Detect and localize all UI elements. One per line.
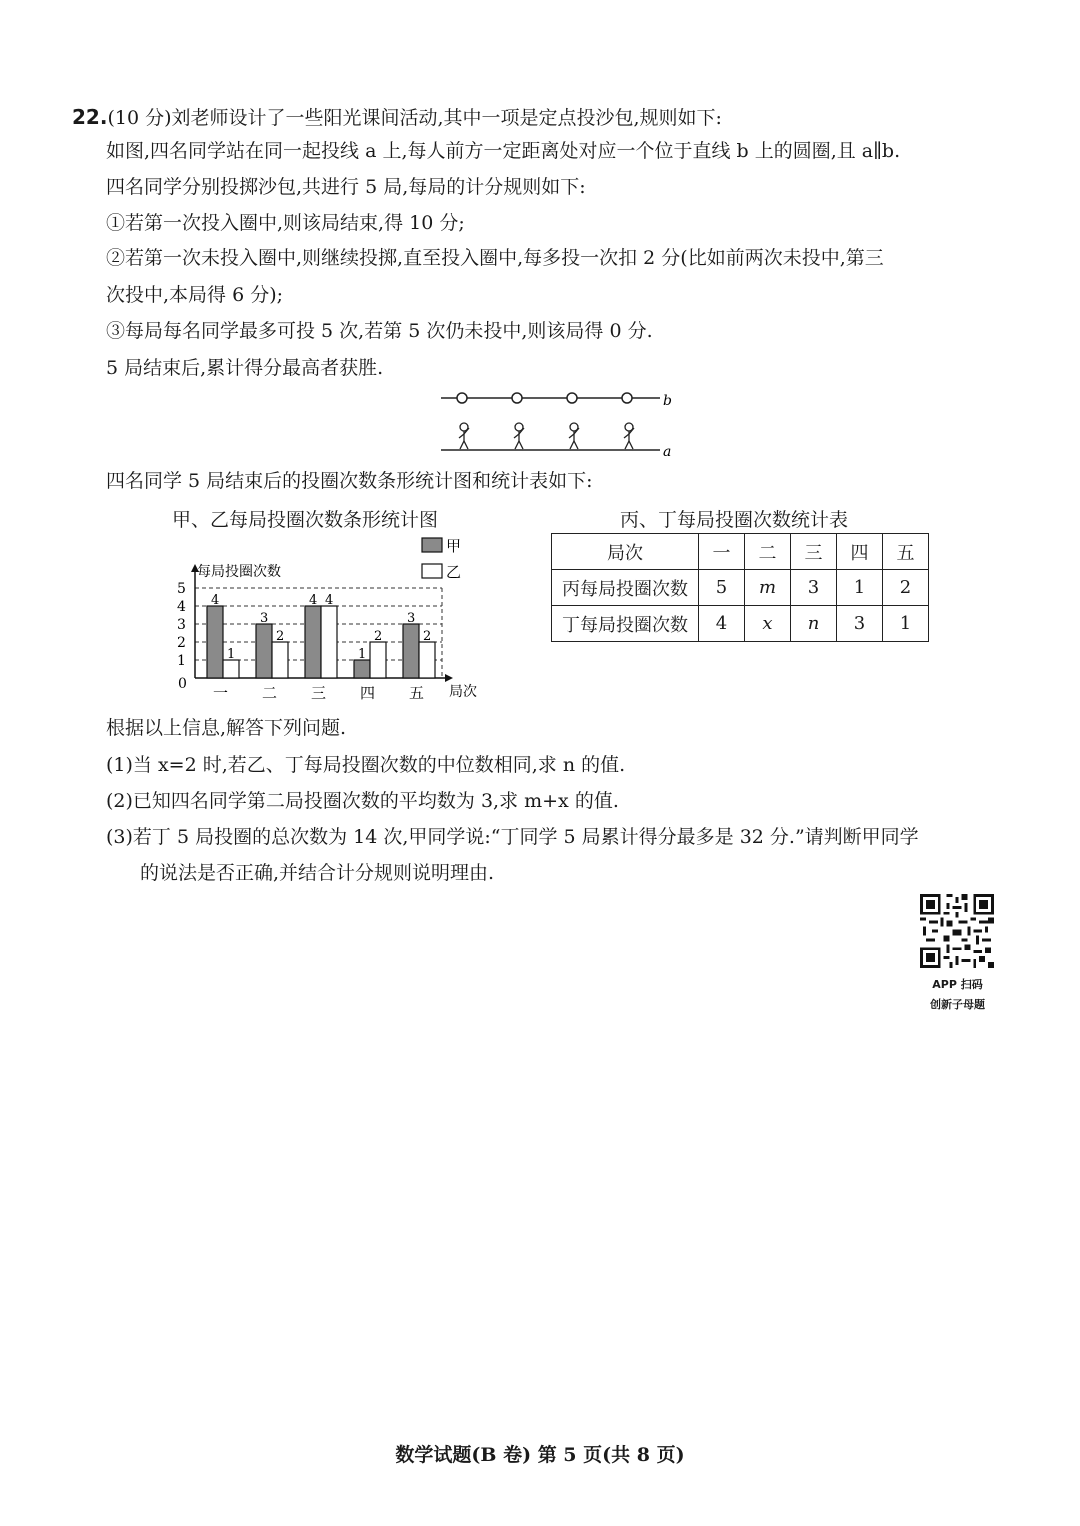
table-cell: n xyxy=(791,606,837,642)
bar-jia xyxy=(207,606,223,678)
bar-yi xyxy=(419,642,435,678)
x-tick-label: 一 xyxy=(213,684,229,702)
question-line-1 xyxy=(72,104,722,131)
data-label: 1 xyxy=(358,647,367,662)
row-label: 丙每局投圈次数 xyxy=(552,570,699,606)
table-cell: 5 xyxy=(699,570,745,606)
table-header-cell: 局次 xyxy=(552,534,699,570)
y-tick-label: 1 xyxy=(177,653,186,669)
target-circle xyxy=(512,393,522,403)
bar-jia xyxy=(305,606,321,678)
bar-jia xyxy=(256,624,272,678)
y-tick-label: 4 xyxy=(177,599,186,615)
table-cell: 3 xyxy=(791,570,837,606)
legend-label: 乙 xyxy=(446,563,462,581)
question-line-2: 如图,四名同学站在同一起投线 a 上,每人前方一定距离处对应一个位于直线 b 上的圆圈,且 a∥b. xyxy=(106,140,901,162)
data-label: 4 xyxy=(211,593,220,608)
data-label: 2 xyxy=(374,629,383,644)
student-figure xyxy=(514,423,524,449)
y-tick-label: 5 xyxy=(177,581,186,597)
student-figure xyxy=(569,423,579,449)
student-figure xyxy=(459,423,469,449)
x-axis-arrow xyxy=(445,674,453,682)
rule-2-cont: 次投中,本局得 6 分); xyxy=(106,284,284,306)
chart-title: 甲、乙每局投圈次数条形统计图 xyxy=(172,509,439,531)
x-tick-label: 五 xyxy=(409,684,425,702)
bar-yi xyxy=(321,606,337,678)
question-3: (3)若丁 5 局投圈的总次数为 14 次,甲同学说:“丁同学 5 局累计得分最多是 32 分.”请判断甲同学 xyxy=(106,826,919,848)
bar-jia xyxy=(354,660,370,678)
x-tick-label: 三 xyxy=(311,684,327,702)
data-label: 4 xyxy=(325,593,334,608)
data-label: 1 xyxy=(227,647,236,662)
label-b: b xyxy=(663,393,672,409)
table-cell: m xyxy=(745,570,791,606)
row-label: 丁每局投圈次数 xyxy=(552,606,699,642)
question-1: (1)当 x=2 时,若乙、丁每局投圈次数的中位数相同,求 n 的值. xyxy=(106,754,626,776)
rule-2: ②若第一次未投入圈中,则继续投掷,直至投入圈中,每多投一次扣 2 分(比如前两次未投中,第三 xyxy=(106,247,884,269)
qr-caption-2: 创新子母题 xyxy=(930,998,985,1011)
throwing-figure xyxy=(435,385,685,465)
bar-jia xyxy=(403,624,419,678)
table-header-row xyxy=(552,534,929,570)
table-title: 丙、丁每局投圈次数统计表 xyxy=(620,509,849,531)
bar-yi xyxy=(272,642,288,678)
table-header-cell: 三 xyxy=(791,534,837,570)
data-label: 2 xyxy=(423,629,432,644)
legend-swatch xyxy=(422,538,442,552)
questions-lead: 根据以上信息,解答下列问题. xyxy=(106,717,347,739)
question-text: (10 分)刘老师设计了一些阳光课间活动,其中一项是定点投沙包,规则如下: xyxy=(107,107,722,129)
table-header-cell: 二 xyxy=(745,534,791,570)
question-number: 22. xyxy=(72,105,108,129)
origin-label: 0 xyxy=(178,676,187,692)
x-tick-label: 四 xyxy=(360,684,376,702)
legend-swatch xyxy=(422,564,442,578)
stats-intro: 四名同学 5 局结束后的投圈次数条形统计图和统计表如下: xyxy=(106,470,593,492)
bar-yi xyxy=(370,642,386,678)
data-label: 2 xyxy=(276,629,285,644)
target-circle xyxy=(622,393,632,403)
data-label: 3 xyxy=(260,611,269,626)
y-tick-label: 3 xyxy=(177,617,186,633)
bar-chart xyxy=(170,530,480,705)
page-footer: 数学试题(B 卷) 第 5 页(共 8 页) xyxy=(395,1444,685,1466)
table-cell: 3 xyxy=(837,606,883,642)
qr-code-icon[interactable] xyxy=(920,894,994,968)
x-tick-label: 二 xyxy=(262,684,278,702)
data-label: 4 xyxy=(309,593,318,608)
win-rule: 5 局结束后,累计得分最高者获胜. xyxy=(106,357,384,379)
legend-label: 甲 xyxy=(446,537,462,555)
table-header-cell: 四 xyxy=(837,534,883,570)
question-line-3: 四名同学分别投掷沙包,共进行 5 局,每局的计分规则如下: xyxy=(106,176,586,198)
table-cell: 1 xyxy=(883,606,929,642)
table-row xyxy=(552,570,929,606)
table-header-cell: 一 xyxy=(699,534,745,570)
student-figure xyxy=(624,423,634,449)
rule-1: ①若第一次投入圈中,则该局结束,得 10 分; xyxy=(106,212,465,234)
bar-yi xyxy=(223,660,239,678)
label-a: a xyxy=(663,444,672,460)
question-3-cont: 的说法是否正确,并结合计分规则说明理由. xyxy=(140,862,495,884)
table-cell: 2 xyxy=(883,570,929,606)
table-cell: x xyxy=(745,606,791,642)
rule-3: ③每局每名同学最多可投 5 次,若第 5 次仍未投中,则该局得 0 分. xyxy=(106,320,653,342)
y-axis-label: 每局投圈次数 xyxy=(197,564,281,580)
table-row xyxy=(552,606,929,642)
x-axis-label: 局次 xyxy=(449,684,477,700)
qr-caption-1: APP 扫码 xyxy=(932,978,983,991)
table-cell: 1 xyxy=(837,570,883,606)
question-2: (2)已知四名同学第二局投圈次数的平均数为 3,求 m+x 的值. xyxy=(106,790,619,812)
target-circle xyxy=(567,393,577,403)
data-label: 3 xyxy=(407,611,416,626)
target-circle xyxy=(457,393,467,403)
y-tick-label: 2 xyxy=(177,635,186,651)
stats-table xyxy=(551,533,929,642)
table-cell: 4 xyxy=(699,606,745,642)
table-header-cell: 五 xyxy=(883,534,929,570)
